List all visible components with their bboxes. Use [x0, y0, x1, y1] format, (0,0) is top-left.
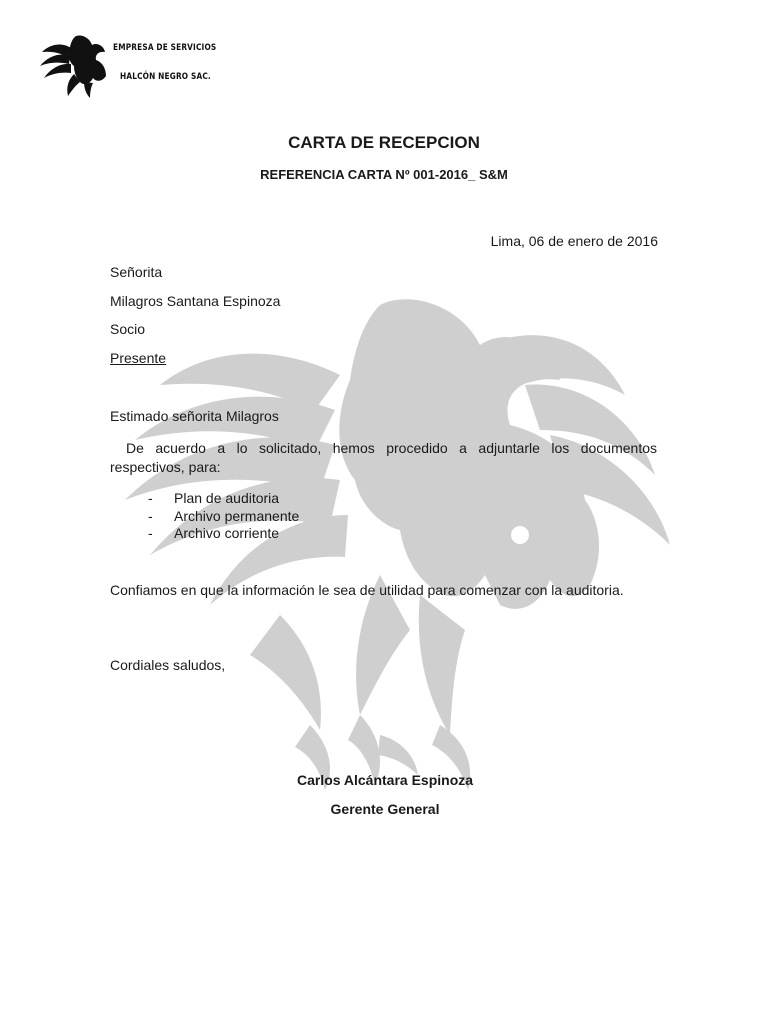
signature-name: Carlos Alcántara Espinoza [296, 772, 474, 788]
signature-position: Gerente General [330, 801, 440, 817]
recipient-name: Milagros Santana Espinoza [110, 293, 281, 309]
closing-paragraph: Confiamos en que la información le sea de utilidad para comenzar con la auditoria. [110, 582, 624, 598]
letter-reference: REFERENCIA CARTA Nº 001-2016_ S&M [260, 167, 508, 182]
recipient-presente: Presente [110, 350, 167, 366]
intro-paragraph: De acuerdo a lo solicitado, hemos procedido a adjuntarle los documentos respectivos, para: [110, 440, 657, 475]
company-name-line1: EMPRESA DE SERVICIOS [113, 43, 217, 53]
letter-title: CARTA DE RECEPCION [288, 133, 480, 152]
document-list [148, 490, 299, 543]
letter-greeting: Estimado señorita Milagros [110, 408, 279, 424]
list-item: - Plan de auditoria [148, 490, 299, 508]
list-item: - Archivo corriente [148, 525, 299, 543]
recipient-role: Socio [110, 321, 146, 337]
company-name-line2: HALCÓN NEGRO SAC. [120, 72, 211, 82]
list-item: - Archivo permanente [148, 508, 299, 526]
recipient-salutation: Señorita [110, 264, 163, 280]
farewell: Cordiales saludos, [110, 657, 226, 673]
letter-date: Lima, 06 de enero de 2016 [490, 233, 658, 249]
